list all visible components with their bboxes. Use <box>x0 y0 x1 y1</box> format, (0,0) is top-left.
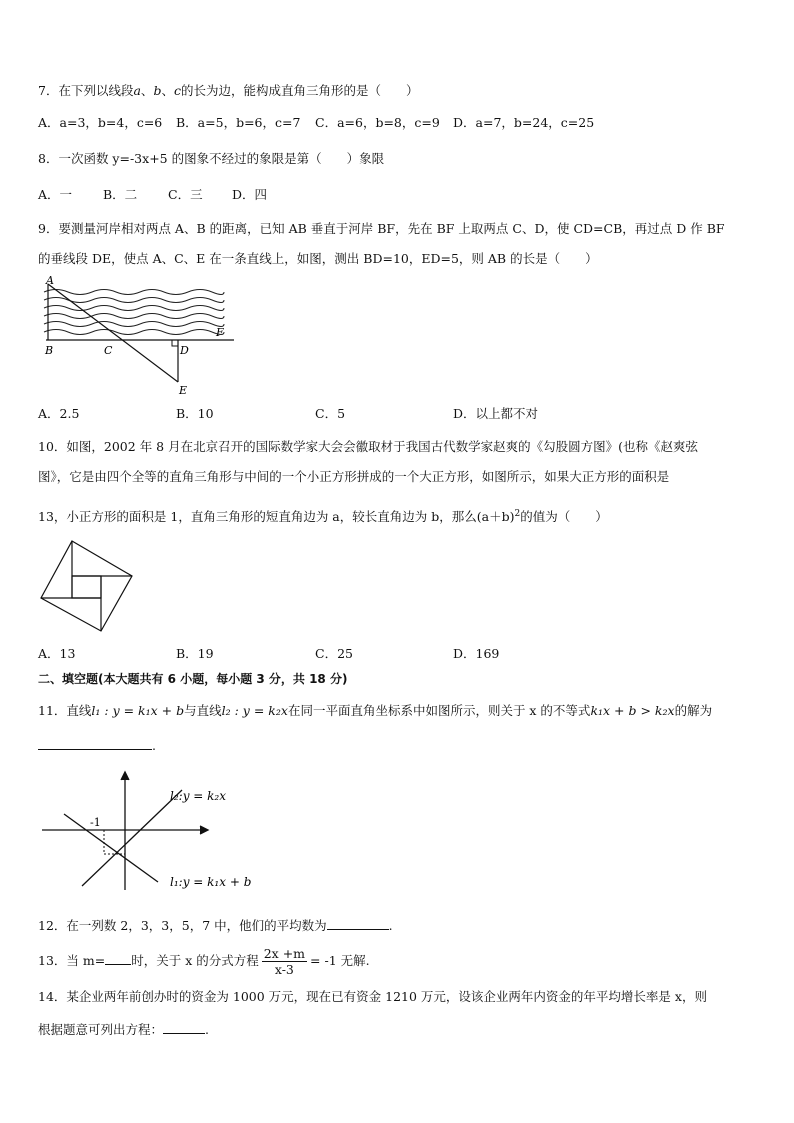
q11-graph <box>38 770 268 894</box>
q13-answer-blank[interactable] <box>105 951 131 965</box>
label-l1: l₁:y = k₁x + b <box>170 875 252 889</box>
label-c: C <box>104 344 113 357</box>
q9-stem-line2: 的垂线段 DE，使点 A、C、E 在一条直线上，如图，测出 BD=10，ED=5，则 AB 的长是（ ） <box>38 251 598 266</box>
label-l2: l₂:y = k₂x <box>170 789 227 803</box>
q13-stem: 13．当 m= 时，关于 x 的分式方程 $\frac{2x +m}{x-3}$ = -1 无解. <box>38 946 370 977</box>
q7-stem: 7．在下列以线段a、b、c的长为边，能构成直角三角形的是（ ） <box>38 83 419 98</box>
q7-option-b: B．a=5，b=6，c=7 <box>176 115 301 130</box>
q10-stem-line2: 图》，它是由四个全等的直角三角形与中间的一个小正方形拼成的一个大正方形，如图所示，如果大正方形的面积是 <box>38 469 670 484</box>
q11-answer-line: . <box>38 736 156 755</box>
q9-option-c: C．5 <box>315 406 346 421</box>
label-d: D <box>180 344 189 357</box>
q10-option-d: D．169 <box>453 646 500 661</box>
q10-option-a: A．13 <box>38 646 76 661</box>
q11-stem: 11．直线l₁ : y = k₁x + b与直线l₂ : y = k₂x在同一平面直角坐标系中如图所示，则关于 x 的不等式k₁x + b > k₂x的解为 <box>38 703 713 718</box>
q9-river-figure <box>36 274 246 398</box>
q9-stem-line1: 9．要测量河岸相对两点 A、B 的距离，已知 AB 垂直于河岸 BF，先在 BF 上取两点 C、D，使 CD=CB，再过点 D 作 BF <box>38 221 725 236</box>
q10-stem-line1: 10．如图，2002 年 8 月在北京召开的国际数学家大会会徽取材于我国古代数学家赵爽的《勾股圆方图》(也称《赵爽弦 <box>38 439 698 454</box>
q9-option-b: B．10 <box>176 406 214 421</box>
q8-option-b: B．二 <box>103 187 138 202</box>
q10-stem-line3: 13，小正方形的面积是 1，直角三角形的短直角边为 a，较长直角边为 b，那么$(a+b)^2$的值为（ ） <box>38 509 608 525</box>
q10-zhao-shuang-figure <box>38 538 138 634</box>
line-l1 <box>64 814 158 882</box>
tick-neg-one: -1 <box>90 816 101 829</box>
q10-option-c: C．25 <box>315 646 353 661</box>
label-e: E <box>179 384 188 397</box>
q12-answer-blank[interactable] <box>327 916 389 930</box>
label-a: A <box>46 274 54 287</box>
q14-stem-line1: 14．某企业两年前创办时的资金为 1000 万元，现在已有资金 1210 万元，设该企业两年内资金的年平均增长率是 x，则 <box>38 989 707 1004</box>
q13-fraction: $\frac{2x +m}{x-3}$ <box>263 946 306 977</box>
q9-option-d: D．以上都不对 <box>453 406 539 421</box>
label-f: F <box>216 326 224 339</box>
q8-stem: 8．一次函数 y=-3x+5 的图象不经过的象限是第（ ）象限 <box>38 151 385 166</box>
right-angle-mark <box>172 340 178 346</box>
q8-option-d: D．四 <box>232 187 268 202</box>
q7-option-a: A．a=3，b=4，c=6 <box>38 115 163 130</box>
small-square <box>72 576 101 598</box>
q9-option-a: A．2.5 <box>38 406 80 421</box>
q14-stem-line2: 根据题意可列出方程： . <box>38 1022 209 1037</box>
section-title-fill-in: 二、填空题(本大题共有 6 小题，每小题 3 分，共 18 分) <box>38 672 348 686</box>
q8-option-c: C．三 <box>168 187 203 202</box>
q14-answer-blank[interactable] <box>163 1020 205 1034</box>
q11-answer-blank[interactable] <box>38 736 152 750</box>
q8-option-a: A．一 <box>38 187 73 202</box>
q10-option-b: B．19 <box>176 646 214 661</box>
q7-option-d: D．a=7，b=24，c=25 <box>453 115 595 130</box>
label-b: B <box>45 344 54 357</box>
q7-option-c: C．a=6，b=8，c=9 <box>315 115 440 130</box>
big-square <box>41 541 132 631</box>
q12-stem: 12．在一列数 2，3，3，5，7 中，他们的平均数为 . <box>38 918 393 933</box>
